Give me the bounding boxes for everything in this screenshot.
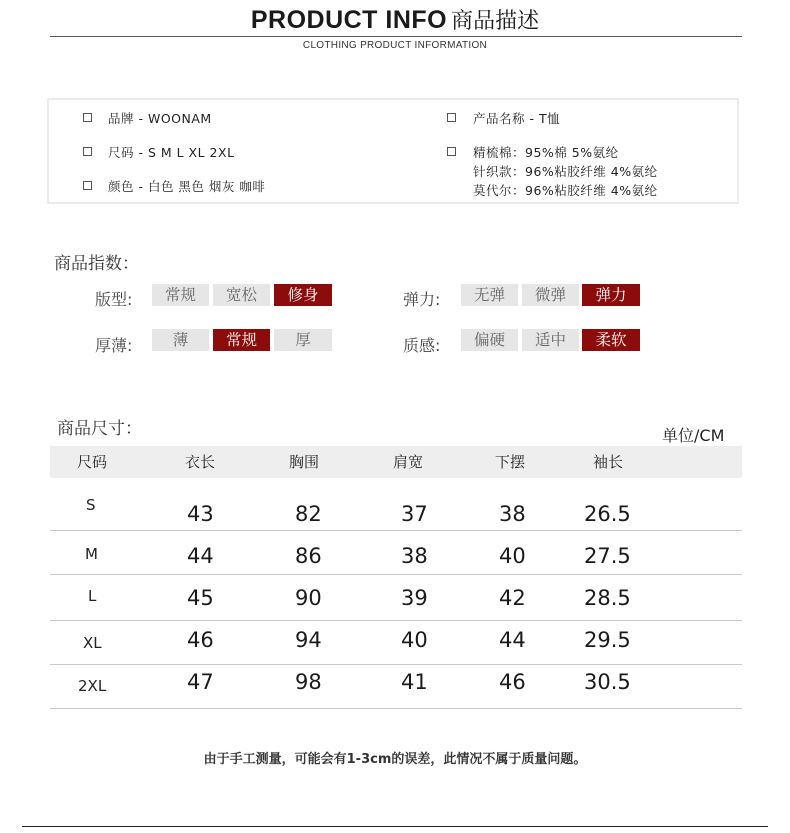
table-cell-size: S	[86, 496, 96, 514]
table-cell: 45	[187, 586, 214, 610]
page-subtitle: CLOTHING PRODUCT INFORMATION	[302, 40, 488, 51]
page-title	[0, 4, 790, 35]
index-option: 常规	[152, 284, 209, 306]
title-english: PRODUCT INFO	[250, 6, 448, 34]
table-header-cell: 胸围	[289, 453, 320, 471]
table-cell: 44	[187, 544, 214, 568]
index-option: 无弹	[461, 284, 518, 306]
index-label: 厚薄:	[95, 336, 133, 355]
table-header	[50, 446, 742, 478]
checkbox-icon	[447, 113, 456, 122]
table-cell-size: XL	[83, 634, 102, 652]
table-cell: 94	[295, 628, 322, 652]
table-cell: 38	[401, 544, 428, 568]
index-option-selected: 弹力	[582, 284, 640, 306]
size-section-title: 商品尺寸：	[57, 419, 142, 439]
table-header-cell: 衣长	[185, 453, 216, 471]
table-cell: 29.5	[584, 628, 631, 652]
info-material-line: 针织款：96%粘胶纤维 4%氨纶	[473, 164, 658, 179]
table-cell: 86	[295, 544, 322, 568]
checkbox-icon	[83, 113, 92, 122]
table-cell: 98	[295, 670, 322, 694]
table-cell: 37	[401, 502, 428, 526]
table-cell: 41	[401, 670, 428, 694]
table-header-cell: 肩宽	[393, 453, 424, 471]
index-label: 版型:	[95, 290, 133, 309]
row-divider	[50, 530, 742, 531]
index-option: 偏硬	[461, 329, 518, 351]
table-cell: 46	[187, 628, 214, 652]
info-sizes: 尺码 - S M L XL 2XL	[108, 145, 235, 160]
index-option: 薄	[152, 329, 209, 351]
header-divider	[50, 36, 742, 37]
unit-label: 单位/CM	[662, 426, 725, 445]
table-cell: 47	[187, 670, 214, 694]
row-divider	[50, 574, 742, 575]
table-cell: 44	[499, 628, 526, 652]
title-chinese: 商品描述	[451, 9, 540, 34]
index-option: 适中	[522, 329, 579, 351]
table-cell: 38	[499, 502, 526, 526]
measurement-note: 由于手工测量，可能会有1-3cm的误差，此情况不属于质量问题。	[203, 752, 587, 767]
checkbox-icon	[83, 181, 92, 190]
row-divider	[50, 708, 742, 709]
table-cell-size: M	[85, 545, 98, 563]
table-cell: 28.5	[584, 586, 631, 610]
table-header-cell: 袖长	[593, 453, 624, 471]
info-material-line: 莫代尔：96%粘胶纤维 4%氨纶	[473, 183, 658, 198]
table-cell: 90	[295, 586, 322, 610]
table-cell-size: 2XL	[78, 677, 107, 695]
info-product-name: 产品名称 - T恤	[473, 111, 561, 126]
index-option-selected: 常规	[213, 329, 270, 351]
table-header-cell: 下摆	[495, 453, 526, 471]
info-material-line: 精梳棉：95%棉 5%氨纶	[473, 145, 619, 160]
index-section-title: 商品指数：	[54, 254, 139, 274]
table-cell: 46	[499, 670, 526, 694]
table-cell: 40	[401, 628, 428, 652]
index-label: 弹力:	[403, 290, 441, 309]
table-cell: 40	[499, 544, 526, 568]
table-cell: 82	[295, 502, 322, 526]
row-divider	[50, 664, 742, 665]
index-option: 微弹	[522, 284, 579, 306]
table-cell: 39	[401, 586, 428, 610]
checkbox-icon	[83, 147, 92, 156]
index-option-selected: 柔软	[582, 329, 640, 351]
info-colors: 颜色 - 白色 黑色 烟灰 咖啡	[108, 179, 266, 194]
info-brand: 品牌 - WOONAM	[108, 111, 212, 126]
table-header-cell: 尺码	[77, 453, 108, 471]
checkbox-icon	[447, 147, 456, 156]
table-cell: 26.5	[584, 502, 631, 526]
table-cell: 43	[187, 502, 214, 526]
table-cell: 42	[499, 586, 526, 610]
index-option: 厚	[274, 329, 332, 351]
index-option: 宽松	[213, 284, 270, 306]
index-label: 质感:	[403, 336, 441, 355]
index-option-selected: 修身	[274, 284, 332, 306]
table-cell: 27.5	[584, 544, 631, 568]
table-cell: 30.5	[584, 670, 631, 694]
footer-divider	[22, 826, 768, 827]
table-cell-size: L	[88, 587, 97, 605]
row-divider	[50, 620, 742, 621]
